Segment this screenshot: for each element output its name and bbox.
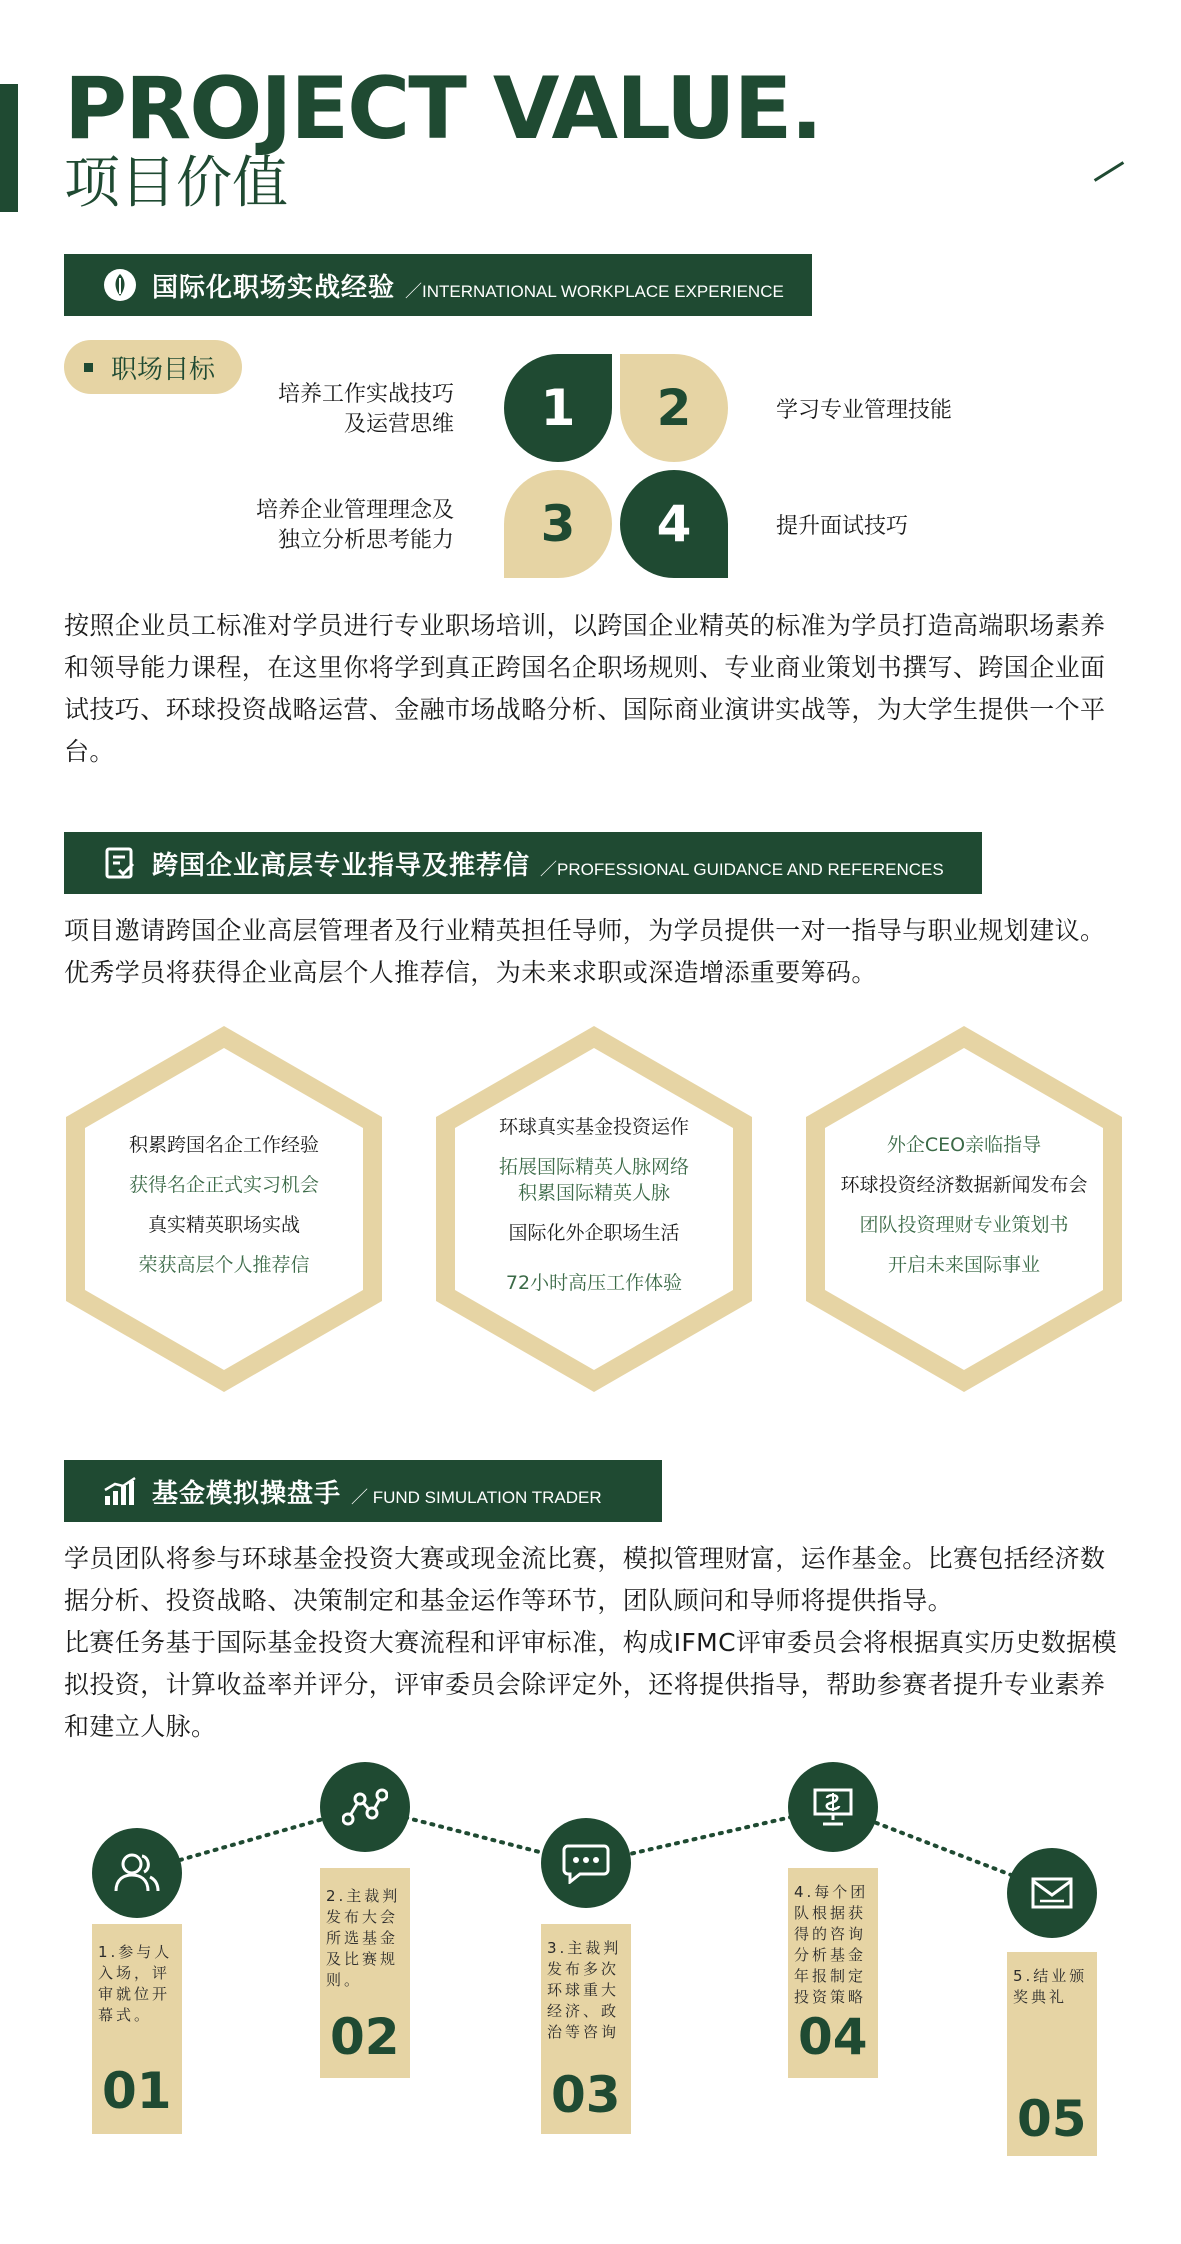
goal-text-4-line1: 提升面试技巧 — [776, 514, 909, 539]
guidance-paragraph: 项目邀请跨国企业高层管理者及行业精英担任导师，为学员提供一对一指导与职业规划建议。优秀学员将获得企业高层个人推荐信，为未来求职或深造增添重要筹码。 — [64, 916, 1106, 987]
goal-text-1-line2: 及运营思维 — [343, 412, 454, 437]
fund-paragraph — [64, 1538, 1128, 1748]
chat-icon — [541, 1818, 631, 1908]
bar-chart-icon — [102, 1473, 138, 1509]
step-text-4: 4.每个团队根据获得的咨询分析基金年报制定投资策略 — [794, 1883, 869, 2006]
goal-text-3-line2: 独立分析思考能力 — [277, 528, 454, 553]
leaf-badge-icon — [102, 267, 138, 303]
step-text-1: 1.参与人入场，评审就位开幕式。 — [98, 1943, 173, 2024]
page-title-en: PROJECT VALUE. — [64, 59, 822, 159]
goal-leaf-2 — [620, 354, 728, 462]
goal-text-2-line1: 学习专业管理技能 — [776, 398, 953, 423]
hex2-line-1: 环球真实基金投资运作 — [498, 1116, 689, 1138]
step-number-5: 05 — [1017, 2090, 1087, 2148]
hex3-line-1: 外企CEO亲临指导 — [886, 1134, 1042, 1156]
section-title-en: ／INTERNATIONAL WORKPLACE EXPERIENCE — [405, 281, 784, 301]
checklist-icon — [102, 845, 138, 881]
section-banner-guidance — [64, 832, 982, 894]
hex2-line-4: 国际化外企职场生活 — [508, 1222, 680, 1244]
goal-pill — [64, 340, 242, 394]
goal-leaf-3 — [504, 470, 612, 578]
hex1-line-1: 积累跨国名企工作经验 — [128, 1134, 319, 1156]
hexagon-card-2 — [434, 1024, 754, 1394]
hexagon-card-3 — [804, 1024, 1124, 1394]
section-banner-fund — [64, 1460, 662, 1522]
goal-number-2: 2 — [656, 379, 692, 437]
people-icon — [92, 1828, 182, 1918]
goal-pill-label: 职场目标 — [111, 354, 216, 385]
goal-text-3-line1: 培养企业管理理念及 — [255, 498, 454, 523]
goal-text-4 — [776, 512, 908, 542]
bullet-square — [84, 363, 93, 372]
step-number-4: 04 — [798, 2008, 868, 2066]
hex2-line-2: 拓展国际精英人脉网络 — [498, 1156, 689, 1178]
slash-decoration — [1094, 161, 1124, 182]
hex3-line-2: 环球投资经济数据新闻发布会 — [840, 1174, 1088, 1196]
step-card-1 — [92, 1924, 182, 2134]
hex3-line-3: 团队投资理财专业策划书 — [859, 1214, 1069, 1236]
fund-paragraph-2: 比赛任务基于国际基金投资大赛流程和评审标准，构成IFMC评审委员会将根据真实历史数据模拟投资，计算收益率并评分，评审委员会除评定外，还将提供指导，帮助参赛者提升专业素养和建立人脉。 — [64, 1628, 1117, 1741]
step-card-4 — [788, 1868, 878, 2078]
section-banner-workplace — [64, 254, 812, 316]
section-title-cn: 国际化职场实战经验 — [152, 272, 396, 303]
goal-number-3: 3 — [540, 495, 576, 553]
hex2-line-3: 积累国际精英人脉 — [517, 1182, 670, 1204]
step-number-3: 03 — [551, 2066, 621, 2124]
goal-text-2 — [776, 396, 952, 426]
mail-icon — [1007, 1848, 1097, 1938]
hex2-line-5: 72小时高压工作体验 — [505, 1272, 683, 1294]
step-text-2: 2.主裁判发布大会所选基金及比赛规则。 — [326, 1887, 401, 1989]
goal-leaf-1 — [504, 354, 612, 462]
goal-text-1 — [272, 380, 454, 440]
goal-text-1-line1: 培养工作实战技巧 — [277, 382, 454, 407]
step-card-3 — [541, 1924, 631, 2134]
step-number-2: 02 — [330, 2008, 400, 2066]
hex1-line-2: 获得名企正式实习机会 — [128, 1174, 319, 1196]
hex3-line-4: 开启未来国际事业 — [887, 1254, 1040, 1276]
goal-text-3 — [240, 496, 454, 556]
fund-paragraph-1: 学员团队将参与环球基金投资大赛或现金流比赛，模拟管理财富，运作基金。比赛包括经济数据分析、投资战略、决策制定和基金运作等环节，团队顾问和导师将提供指导。 — [64, 1544, 1106, 1615]
goal-number-4: 4 — [656, 495, 692, 553]
step-card-2 — [320, 1868, 410, 2078]
goal-number-1: 1 — [540, 379, 576, 437]
hex1-line-4: 荣获高层个人推荐信 — [138, 1254, 310, 1276]
step-text-5: 5.结业颁奖典礼 — [1013, 1967, 1088, 2006]
page-title-cn: 项目价值 — [64, 151, 288, 216]
accent-bar — [0, 84, 18, 212]
section-title-cn: 跨国企业高层专业指导及推荐信 — [152, 850, 531, 881]
goal-leaf-4 — [620, 470, 728, 578]
workplace-paragraph: 按照企业员工标准对学员进行专业职场培训，以跨国企业精英的标准为学员打造高端职场素养和领导能力课程，在这里你将学到真正跨国名企职场规则、专业商业策划书撰写、跨国企业面试技巧、环球投资战略运营、金融市场战略分析、国际商业演讲实战等，为大学生提供一个平台。 — [64, 611, 1106, 766]
step-text-3: 3.主裁判发布多次环球重大经济、政治等咨询 — [547, 1939, 622, 2041]
section-title-en: ／ FUND SIMULATION TRADER — [351, 1487, 602, 1507]
network-icon — [320, 1762, 410, 1852]
section-title-cn: 基金模拟操盘手 — [152, 1478, 342, 1509]
hex1-line-3: 真实精英职场实战 — [147, 1214, 300, 1236]
hexagon-card-1 — [64, 1024, 384, 1394]
section-title-en: ／PROFESSIONAL GUIDANCE AND REFERENCES — [540, 859, 944, 879]
step-card-5 — [1007, 1952, 1097, 2156]
step-number-1: 01 — [102, 2062, 172, 2120]
presentation-icon — [788, 1762, 878, 1852]
